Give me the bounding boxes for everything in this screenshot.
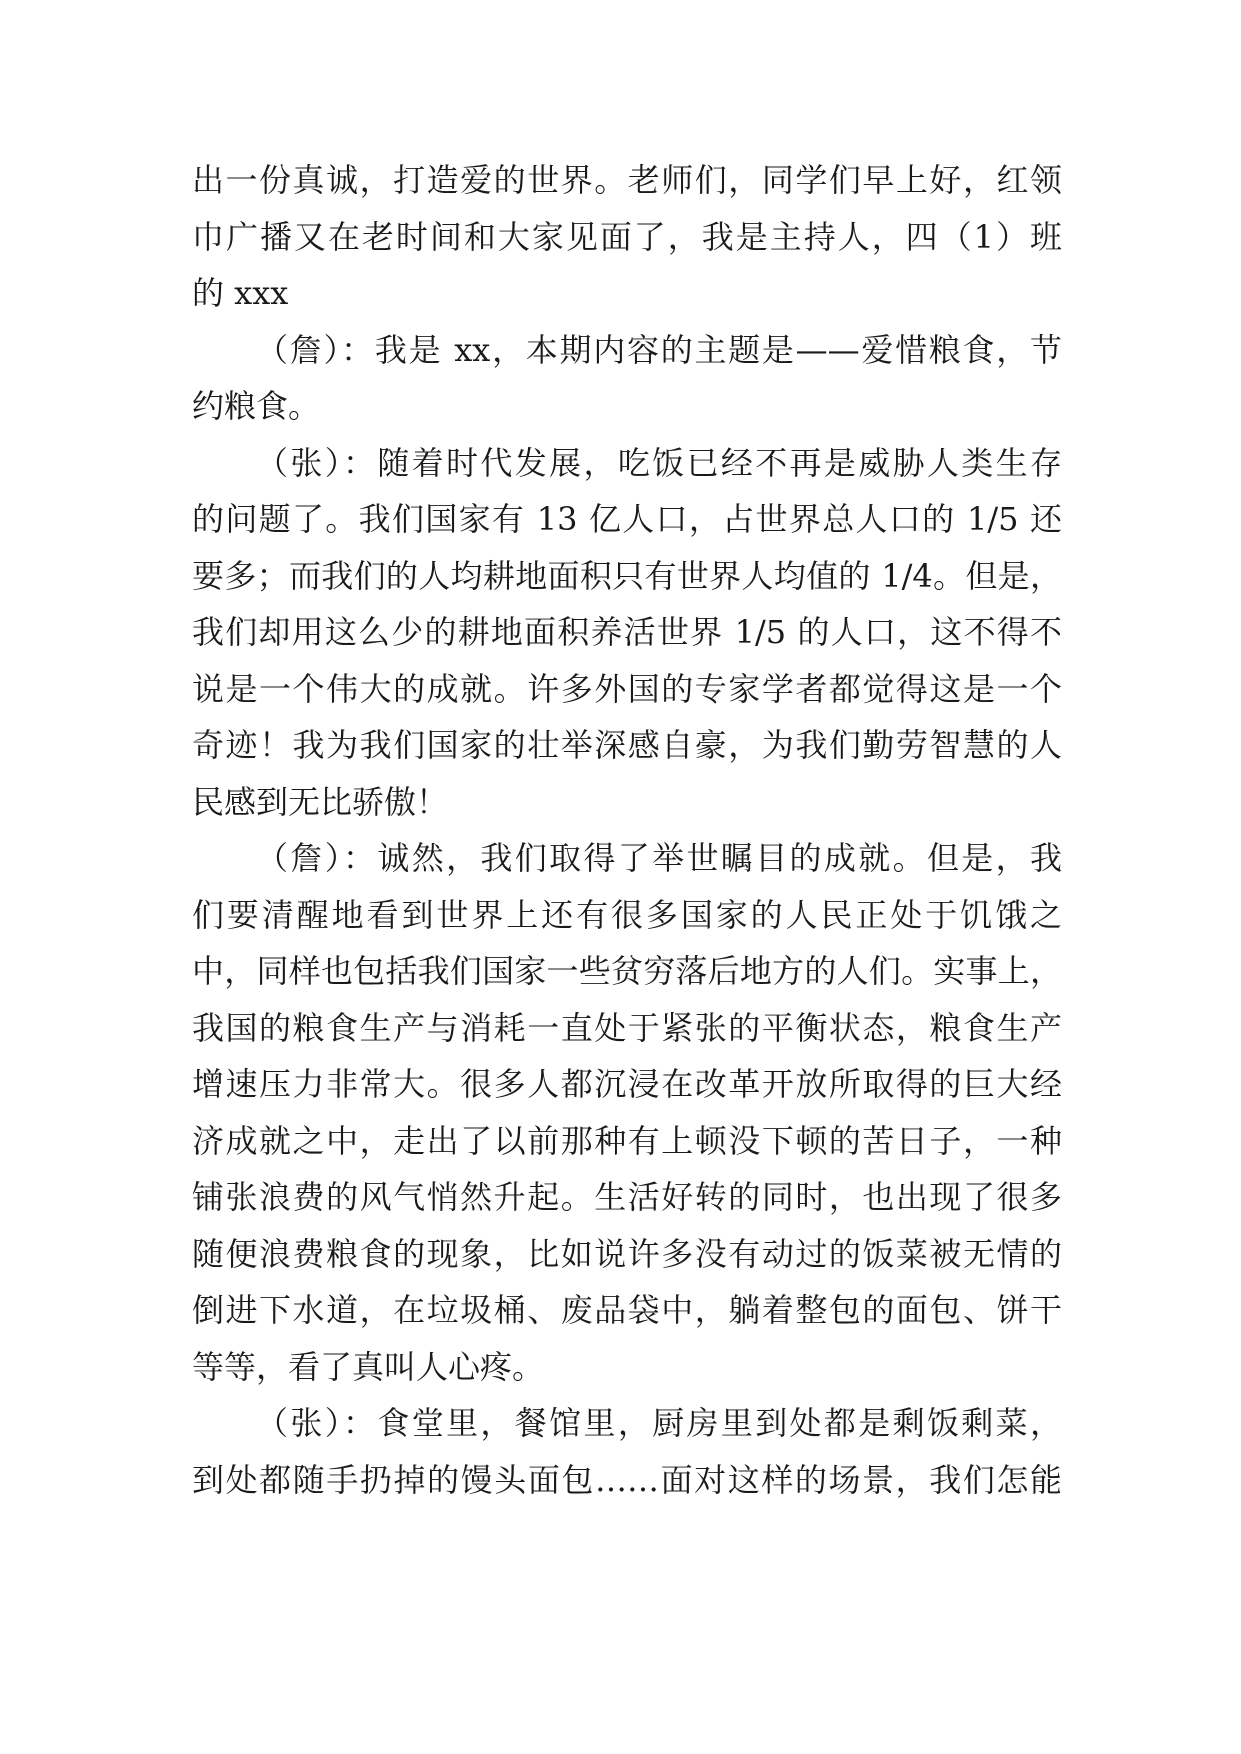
text-line: 济成就之中，走出了以前那种有上顿没下顿的苦日子，一种 [192,1121,1062,1160]
text-line: 到处都随手扔掉的馒头面包……面对这样的场景，我们怎能 [192,1460,1062,1499]
text-line: 等等，看了真叫人心疼。 [192,1347,545,1386]
text-line: 的问题了。我们国家有 13 亿人口，占世界总人口的 1/5 还 [192,500,1062,538]
text-line: 要多；而我们的人均耕地面积只有世界人均值的 1/4。但是， [192,556,1062,595]
text-line: （詹）：我是 xx，本期内容的主题是——爱惜粮食，节 [256,330,1062,369]
text-line: 中，同样也包括我们国家一些贫穷落后地方的人们。实事上， [192,952,1062,990]
text-line: 随便浪费粮食的现象，比如说许多没有动过的饭菜被无情的 [192,1234,1062,1273]
text-line: 倒进下水道，在垃圾桶、废品袋中，躺着整包的面包、饼干 [192,1291,1062,1329]
text-line: 约粮食。 [192,387,321,425]
text-line: 我们却用这么少的耕地面积养活世界 1/5 的人口，这不得不 [192,613,1062,651]
text-line: 增速压力非常大。很多人都沉浸在改革开放所取得的巨大经 [192,1065,1062,1103]
text-line: 出一份真诚，打造爱的世界。老师们，同学们早上好，红领 [192,161,1062,199]
text-line: （詹）：诚然，我们取得了举世瞩目的成就。但是，我 [256,839,1062,877]
text-line: 奇迹！我为我们国家的壮举深感自豪，为我们勤劳智慧的人 [192,726,1062,764]
text-line: 们要清醒地看到世界上还有很多国家的人民正处于饥饿之 [192,895,1062,934]
text-line: （张）：食堂里，餐馆里，厨房里到处都是剩饭剩菜， [256,1404,1062,1442]
text-line: 民感到无比骄傲！ [192,782,449,821]
text-line: （张）：随着时代发展，吃饭已经不再是威胁人类生存 [256,443,1062,482]
body-text [192,152,1062,1508]
text-line: 的 xxx [192,274,289,312]
text-line: 说是一个伟大的成就。许多外国的专家学者都觉得这是一个 [192,669,1062,708]
text-line: 巾广播又在老时间和大家见面了，我是主持人，四（1）班 [192,217,1062,256]
text-line: 我国的粮食生产与消耗一直处于紧张的平衡状态，粮食生产 [192,1008,1062,1047]
text-line: 铺张浪费的风气悄然升起。生活好转的同时，也出现了很多 [192,1178,1062,1216]
